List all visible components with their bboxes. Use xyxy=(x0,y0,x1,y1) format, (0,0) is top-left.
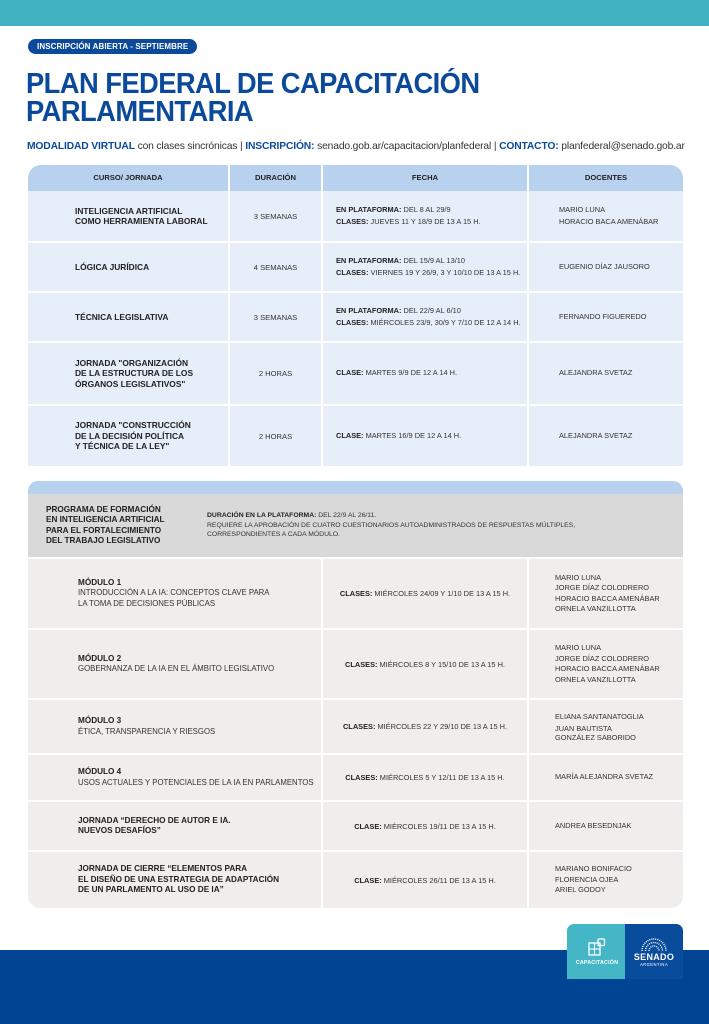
course-name-line: DE LA ESTRUCTURA DE LOS xyxy=(75,368,194,379)
header-curso: CURSO/ JORNADA xyxy=(28,165,230,191)
title-line-1: PLAN FEDERAL DE CAPACITACIÓN xyxy=(26,68,480,100)
table-row xyxy=(28,850,683,908)
ai-program-title-line: DEL TRABAJO LEGISLATIVO xyxy=(46,536,161,545)
table-row xyxy=(28,557,683,628)
teacher-name: ALEJANDRA SVETAZ xyxy=(559,368,633,378)
duracion-line xyxy=(207,511,575,521)
course-teachers xyxy=(529,191,683,241)
course-name-line: COMO HERRAMIENTA LABORAL xyxy=(75,216,208,226)
module-classes xyxy=(323,559,529,628)
ai-program-description xyxy=(188,511,575,540)
course-name-line: INTELIGENCIA ARTIFICIAL xyxy=(75,205,183,216)
plataforma-label: EN PLATAFORMA: xyxy=(336,255,402,265)
course-dates xyxy=(323,406,529,466)
course-dates xyxy=(323,191,529,241)
course-dates xyxy=(323,343,529,404)
clases-label: CLASES: xyxy=(336,268,369,277)
registration-badge: INSCRIPCIÓN ABIERTA - SEPTIEMBRE xyxy=(28,39,197,54)
plataforma-label: EN PLATAFORMA: xyxy=(336,204,402,214)
clases-line xyxy=(336,317,521,330)
teacher-name: ORNELA VANZILLOTTA xyxy=(555,674,636,684)
ai-program-cap xyxy=(28,481,683,494)
clases-value: MARTES 9/9 DE 12 A 14 H. xyxy=(363,368,458,378)
inscripcion-label: INSCRIPCIÓN: xyxy=(245,141,315,152)
course-name: TÉCNICA LEGISLATIVA xyxy=(28,293,230,341)
module-classes xyxy=(323,700,529,753)
requisito-line: CORRESPONDIENTES A CADA MÓDULO. xyxy=(207,531,340,539)
module-info xyxy=(28,700,323,753)
course-name xyxy=(28,406,230,466)
courses-table xyxy=(28,165,683,466)
plataforma-value: DEL 8 AL 29/9 xyxy=(401,204,451,214)
capacitacion-logo xyxy=(567,924,627,979)
clases-label: CLASES: xyxy=(339,589,373,598)
clases-line xyxy=(336,367,457,380)
teacher-name: MARIO LUNA xyxy=(555,643,601,652)
teacher-name: MARIO LUNA xyxy=(559,204,605,214)
module-topic: LA TOMA DE DECISIONES PÚBLICAS xyxy=(78,598,216,608)
clases-line xyxy=(336,216,481,229)
module-topic: INTRODUCCIÓN A LA IA: CONCEPTOS CLAVE PARA xyxy=(78,588,270,598)
course-teachers xyxy=(529,343,683,404)
teacher-name: HORACIO BACCA AMENÁBAR xyxy=(555,664,660,673)
senado-sub-label: ARGENTINA xyxy=(639,961,669,967)
clases-label: CLASE: xyxy=(354,821,382,831)
plataforma-value: DEL 22/9 AL 6/10 xyxy=(401,305,461,315)
course-teachers xyxy=(529,293,683,341)
teacher-name: ELIANA SANTANATOGLIA xyxy=(555,711,644,721)
clases-value: MIÉRCOLES 24/09 Y 1/10 DE 13 A 15 H. xyxy=(372,589,511,598)
course-name-line: DE LA DECISIÓN POLÍTICA xyxy=(75,430,185,441)
teacher-name: JUAN BAUTISTA xyxy=(555,723,612,733)
course-teachers xyxy=(529,243,683,291)
teacher-name: HORACIO BACCA AMENÁBAR xyxy=(555,593,660,603)
course-name xyxy=(28,343,230,404)
clases-label: CLASE: xyxy=(354,875,382,885)
course-duration: 2 HORAS xyxy=(230,343,323,404)
header-docentes: DOCENTES xyxy=(584,173,628,182)
clases-value: MIÉRCOLES 23/9, 30/9 Y 7/10 DE 12 A 14 H. xyxy=(368,318,521,327)
course-teachers xyxy=(529,406,683,466)
contacto-email[interactable]: planfederal@senado.gob.ar xyxy=(558,141,685,152)
table-row xyxy=(28,698,683,753)
clases-label: CLASES: xyxy=(336,217,369,226)
ai-program-title-line: PROGRAMA DE FORMACIÓN xyxy=(46,504,161,514)
courses-table-header xyxy=(28,165,683,191)
teacher-name: JORGE DÍAZ COLODRERO xyxy=(555,583,650,592)
jornada-title-line: JORNADA “DERECHO DE AUTOR E IA. xyxy=(78,815,231,825)
title-line-2: PARLAMENTARIA xyxy=(26,96,254,128)
module-topic: USOS ACTUALES Y POTENCIALES DE LA IA EN PARLAMENTOS xyxy=(78,777,314,787)
clases-value: MIÉRCOLES 8 Y 15/10 DE 13 A 15 H. xyxy=(377,659,505,669)
module-classes xyxy=(323,630,529,698)
ai-program-title-line: PARA EL FORTALECIMIENTO xyxy=(46,525,162,535)
module-info xyxy=(28,755,323,800)
teacher-name: GONZÁLEZ SABORIDO xyxy=(555,732,636,742)
clases-label: CLASES: xyxy=(336,318,369,327)
teacher-name: FERNANDO FIGUEREDO xyxy=(559,311,647,321)
plataforma-label: EN PLATAFORMA: xyxy=(336,305,402,315)
page-title xyxy=(26,70,564,126)
table-row xyxy=(28,404,683,466)
senado-logo xyxy=(625,924,683,979)
senado-label: SENADO xyxy=(633,951,675,962)
teacher-name: ARIEL GODOY xyxy=(555,885,606,895)
clases-label: CLASE: xyxy=(336,430,364,440)
course-duration: 4 SEMANAS xyxy=(230,243,323,291)
header-duracion: DURACIÓN xyxy=(230,165,323,191)
table-row xyxy=(28,753,683,800)
top-color-bar xyxy=(0,0,709,26)
teacher-name: JORGE DÍAZ COLODRERO xyxy=(555,653,650,663)
module-label: MÓDULO 1 xyxy=(78,577,122,587)
info-line xyxy=(27,141,707,152)
clases-label: CLASE: xyxy=(336,368,364,378)
plataforma-line xyxy=(336,204,451,217)
contacto-label: CONTACTO: xyxy=(499,141,559,152)
course-name-line: ÓRGANOS LEGISLATIVOS" xyxy=(75,378,186,389)
senate-hemicycle-icon xyxy=(640,937,668,951)
teacher-name: ANDREA BESEDNJAK xyxy=(555,820,632,830)
teacher-name: MARIO LUNA xyxy=(555,572,601,582)
module-info xyxy=(28,559,323,628)
capacitacion-label: CAPACITACIÓN xyxy=(575,959,619,966)
table-row xyxy=(28,291,683,341)
ai-program-title xyxy=(28,505,188,547)
table-row xyxy=(28,241,683,291)
course-dates xyxy=(323,293,529,341)
module-label: MÓDULO 2 xyxy=(78,653,122,663)
modalidad-text: con clases sincrónicas | xyxy=(134,141,246,152)
course-duration: 3 SEMANAS xyxy=(230,191,323,241)
courses-table-body xyxy=(28,191,683,466)
clases-line xyxy=(336,430,461,443)
clases-line xyxy=(336,267,520,280)
jornada-info xyxy=(28,802,323,850)
jornada-title-line: EL DISEÑO DE UNA ESTRATEGIA DE ADAPTACIÓN xyxy=(78,874,280,884)
teacher-name: HORACIO BACA AMENÁBAR xyxy=(559,217,659,226)
jornada-title-line: NUEVOS DESAFÍOS” xyxy=(78,826,161,835)
ai-program-body xyxy=(28,557,683,908)
clases-value: MIÉRCOLES 22 Y 29/10 DE 13 A 15 H. xyxy=(375,722,508,731)
teacher-name: MARIANO BONIFACIO xyxy=(555,864,632,874)
course-name xyxy=(28,191,230,241)
teacher-name: FLORENCIA OJEA xyxy=(555,874,619,884)
module-label: MÓDULO 3 xyxy=(78,716,122,725)
course-duration: 3 SEMANAS xyxy=(230,293,323,341)
clases-label: CLASES: xyxy=(345,773,378,782)
ai-program-title-line: EN INTELIGENCIA ARTIFICIAL xyxy=(46,515,165,524)
clases-value: VIERNES 19 Y 26/9, 3 Y 10/10 DE 13 A 15 H. xyxy=(368,268,521,277)
clases-label: CLASES: xyxy=(342,722,376,731)
course-dates xyxy=(323,243,529,291)
module-teachers xyxy=(529,755,683,800)
course-name: LÓGICA JURÍDICA xyxy=(28,243,230,291)
course-duration: 2 HORAS xyxy=(230,406,323,466)
teacher-name: ALEJANDRA SVETAZ xyxy=(559,430,633,440)
header-fecha: FECHA xyxy=(323,165,529,191)
table-row xyxy=(28,341,683,404)
module-teachers xyxy=(529,630,683,698)
teacher-name: MARÍA ALEJANDRA SVETAZ xyxy=(555,772,654,782)
clases-value: MIÉRCOLES 19/11 DE 13 A 15 H. xyxy=(381,821,496,831)
table-row xyxy=(28,800,683,850)
inscripcion-link[interactable]: senado.gob.ar/capacitacion/planfederal | xyxy=(314,141,500,152)
jornada-title-line: JORNADA DE CIERRE “ELEMENTOS PARA xyxy=(78,864,248,874)
clases-value: MIÉRCOLES 26/11 DE 13 A 15 H. xyxy=(381,875,496,885)
course-name-line: JORNADA "ORGANIZACIÓN xyxy=(75,357,189,368)
module-label: MÓDULO 4 xyxy=(78,767,122,776)
ai-program-intro xyxy=(28,494,683,557)
clases-value: MIÉRCOLES 5 Y 12/11 DE 13 A 15 H. xyxy=(377,773,505,782)
duracion-value: DEL 22/9 AL 26/11. xyxy=(316,512,377,520)
clases-value: JUEVES 11 Y 18/9 DE 13 A 15 H. xyxy=(368,217,481,226)
plataforma-value: DEL 15/9 AL 13/10 xyxy=(401,255,465,265)
teacher-name: ORNELA VANZILLOTTA xyxy=(555,604,636,613)
clases-label: CLASES: xyxy=(345,659,378,669)
jornada-teachers xyxy=(529,802,683,850)
module-info xyxy=(28,630,323,698)
jornada-title-line: DE UN PARLAMENTO AL USO DE IA” xyxy=(78,885,224,895)
puzzle-icon xyxy=(588,938,606,956)
plataforma-line xyxy=(336,255,465,268)
module-teachers xyxy=(529,700,683,753)
requisito-line: REQUIERE LA APROBACIÓN DE CUATRO CUESTIONARIOS AUTOADMINISTRADOS DE RESPUESTAS MÚLTIPLES, xyxy=(207,521,576,529)
table-row xyxy=(28,628,683,698)
duracion-label: DURACIÓN EN LA PLATAFORMA: xyxy=(207,512,317,520)
course-name-line: JORNADA "CONSTRUCCIÓN xyxy=(75,420,191,431)
jornada-classes xyxy=(323,852,529,908)
module-classes xyxy=(323,755,529,800)
module-topic: GOBERNANZA DE LA IA EN EL ÁMBITO LEGISLATIVO xyxy=(78,664,275,673)
plataforma-line xyxy=(336,305,461,318)
clases-value: MARTES 16/9 DE 12 A 14 H. xyxy=(363,430,462,440)
jornada-teachers xyxy=(529,852,683,908)
modalidad-label: MODALIDAD VIRTUAL xyxy=(27,141,135,152)
jornada-info xyxy=(28,852,323,908)
ai-program-table xyxy=(28,481,683,908)
table-row xyxy=(28,191,683,241)
jornada-classes xyxy=(323,802,529,850)
module-teachers xyxy=(529,559,683,628)
module-topic: ÉTICA, TRANSPARENCIA Y RIESGOS xyxy=(78,726,216,736)
teacher-name: EUGENIO DÍAZ JAUSORO xyxy=(559,261,650,271)
course-name-line: Y TÉCNICA DE LA LEY" xyxy=(75,441,170,452)
